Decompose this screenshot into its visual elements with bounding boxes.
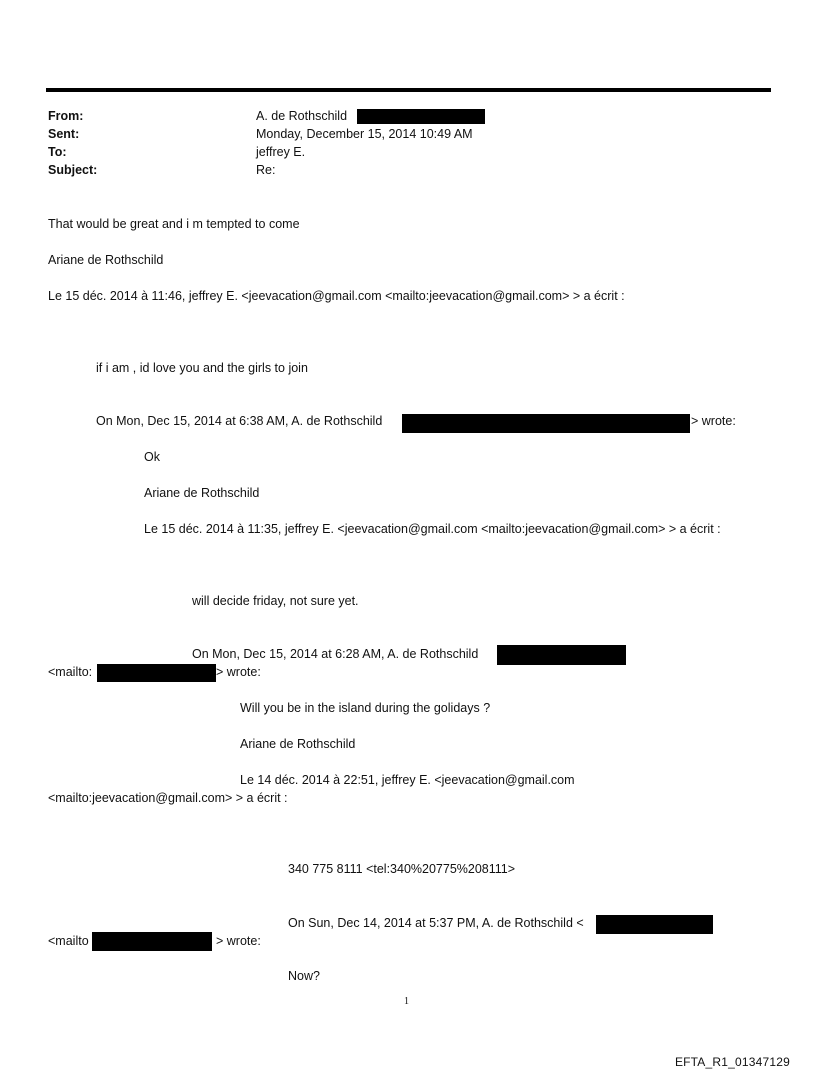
wrote-line-3: On Sun, Dec 14, 2014 at 5:37 PM, A. de Rothschild < <box>288 916 584 930</box>
body-line-1: That would be great and i m tempted to come <box>48 217 300 231</box>
bates-number: EFTA_R1_01347129 <box>674 1055 790 1069</box>
subject-value: Re: <box>256 163 276 177</box>
from-label: From: <box>48 109 84 123</box>
reply-ok: Ok <box>144 450 160 464</box>
wrote-line-2-mailto: <mailto: <box>48 665 93 679</box>
from-value: A. de Rothschild <box>256 109 348 123</box>
signature-3: Ariane de Rothschild <box>240 737 356 751</box>
sent-label: Sent: <box>48 127 80 141</box>
quote-header-3-cont: <mailto:jeevacation@gmail.com> > a écrit : <box>48 791 288 805</box>
wrote-line-1-end: > wrote: <box>691 414 736 428</box>
quote-header-1: Le 15 déc. 2014 à 11:46, jeffrey E. <jeevacation@gmail.com <mailto:jeevacation@gmail.com> > a écrit : <box>48 289 625 303</box>
wrote-line-2: On Mon, Dec 15, 2014 at 6:28 AM, A. de Rothschild <box>192 647 479 661</box>
sent-value: Monday, December 15, 2014 10:49 AM <box>256 127 473 141</box>
quote-header-2: Le 15 déc. 2014 à 11:35, jeffrey E. <jeevacation@gmail.com <mailto:jeevacation@gmail.com> > a écrit : <box>144 522 721 536</box>
reply-1: if i am , id love you and the girls to join <box>96 361 308 375</box>
wrote-line-2-end: > wrote: <box>216 665 261 679</box>
redaction-email-2 <box>497 645 626 665</box>
to-label: To: <box>48 145 67 159</box>
redaction-email-3 <box>596 915 713 934</box>
header-rule <box>46 88 771 92</box>
redaction-from-email <box>357 109 485 124</box>
phone-line: 340 775 8111 <tel:340%20775%208111> <box>288 862 516 876</box>
redaction-email-2b <box>97 664 216 682</box>
to-value: jeffrey E. <box>256 145 306 159</box>
reply-2: will decide friday, not sure yet. <box>192 594 359 608</box>
wrote-line-3-end: > wrote: <box>216 934 261 948</box>
signature-2: Ariane de Rothschild <box>144 486 260 500</box>
quote-header-3: Le 14 déc. 2014 à 22:51, jeffrey E. <jeevacation@gmail.com <box>240 773 575 787</box>
signature-1: Ariane de Rothschild <box>48 253 164 267</box>
redaction-email-3b <box>92 932 212 951</box>
subject-label: Subject: <box>48 163 98 177</box>
question-line: Will you be in the island during the golidays ? <box>240 701 491 715</box>
redaction-email-1 <box>402 414 690 433</box>
page-number: 1 <box>404 996 409 1007</box>
reply-now: Now? <box>288 969 320 983</box>
wrote-line-1: On Mon, Dec 15, 2014 at 6:38 AM, A. de Rothschild <box>96 414 383 428</box>
wrote-line-3-mailto: <mailto <box>48 934 89 948</box>
